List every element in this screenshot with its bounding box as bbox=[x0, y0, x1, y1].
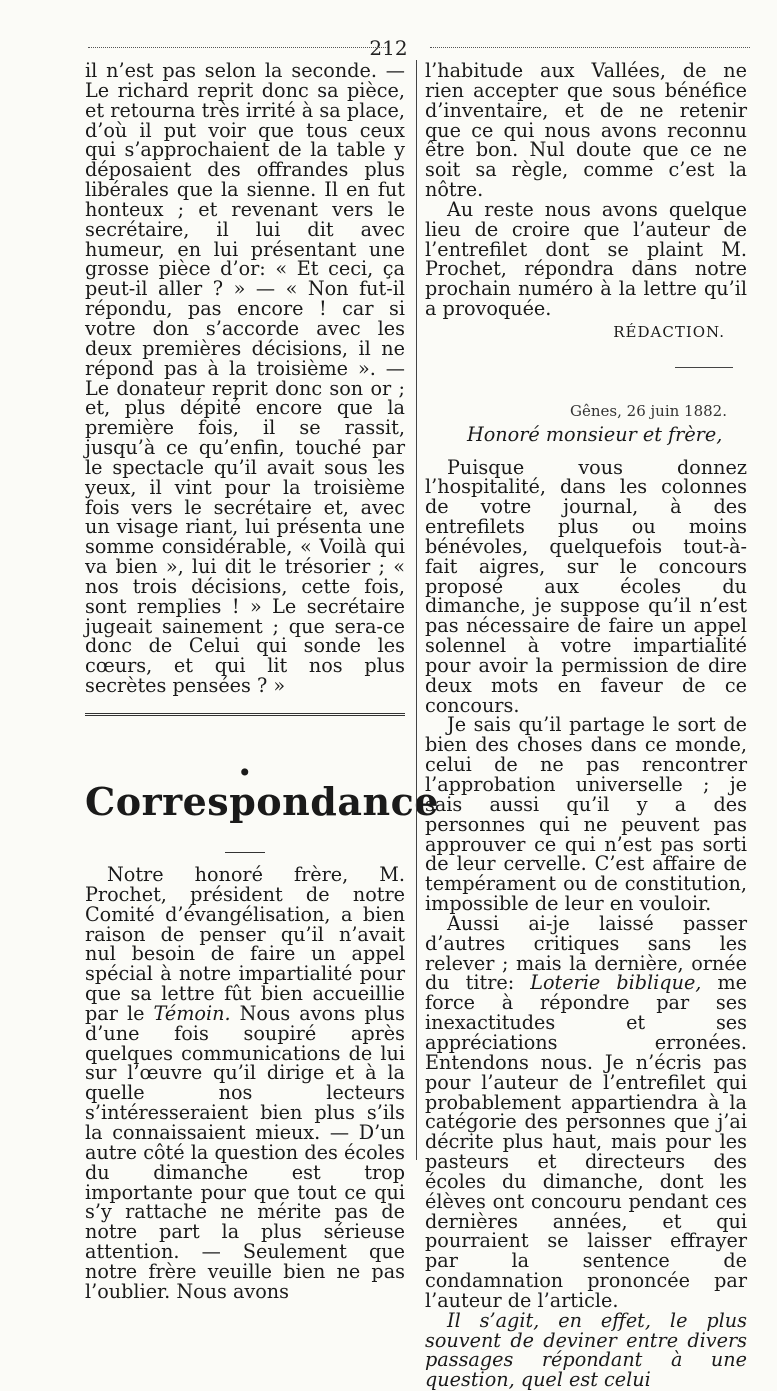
column-divider bbox=[416, 60, 417, 1160]
right-paragraph-6 bbox=[425, 1308, 747, 1391]
right-paragraph-5b: me force à répondre par ses inexactitudes et ses appréciations erronées. Entendons nous. Je n’écris pas pour l’auteur de l’entrefilet qui probablement appartiendra à la catégorie des personnes que j’ai décrite plus haut, mais pour les pasteurs et directeurs des écoles du dimanche, dont les élèves ont concouru pendant ces dernières années, et qui pourraient se laisser effrayer par la sentence de condamnation prononcée par l’auteur de l’article. bbox=[425, 971, 747, 1312]
left-paragraph-2a: Notre honoré frère, M. Prochet, président de notre Comité d’évangélisation, a bien raison de penser qu’il n’avait nul besoin de faire un appel spécial à notre impartialité pour que sa lettre fût bien accueillie par le bbox=[85, 863, 405, 1025]
signature: RÉDACTION. bbox=[613, 322, 725, 341]
right-paragraph-5 bbox=[425, 911, 747, 1312]
section-title: . Correspondance bbox=[85, 739, 439, 824]
left-paragraph-1: il n’est pas selon la seconde. — Le richard reprit donc sa pièce, et retourna très irrité à sa place, d’où il put voir que tous ceux qui s’approchaient de la table y déposaient des offrandes plus libérales que la sienne. Il en fut honteux ; et revenant vers le secrétaire, il lui dit avec humeur, en lui présentant une grosse pièce d’or: « Et ceci, ça peut-il aller ? » — « Non fut-il répondu, pas encore ! car si votre don s’accorde avec les deux premières décisions, il ne répond pas à la troisième ». — Le donateur reprit donc son or ; et, plus dépité encore que la première fois, il se rassit, jusqu’à ce qu’enfin, touché par le spectacle qu’il avait sous les yeux, il vint pour la troisième fois vers le secrétaire et, avec un visage riant, lui présenta une somme considérable, « Voilà qui va bien », lui dit le trésorier ; « nos trois décisions, cette fois, sont remplies ! » Le secrétaire jugeait sainement ; que sera-ce donc de Celui qui sonde les cœurs, et qui lit nos plus secrètes pensées ? » bbox=[85, 59, 405, 698]
dateline: Gênes, 26 juin 1882. bbox=[570, 401, 727, 420]
title-rule bbox=[225, 852, 265, 853]
header-rule-right bbox=[430, 47, 750, 48]
left-column bbox=[85, 59, 439, 1303]
right-paragraph-1: l’habitude aux Vallées, de ne rien accepter que sous bénéfice d’inventaire, et de ne retenir que ce qui nous avons reconnu être bon. Nul doute que ce ne soit sa règle, comme c’est la nôtre. bbox=[425, 59, 747, 202]
header-rule-left bbox=[88, 47, 388, 48]
quoted-title: Loterie biblique, bbox=[530, 971, 702, 995]
right-paragraph-2: Au reste nous avons quelque lieu de croire que l’auteur de l’entrefilet dont se plaint M. Prochet, répondra dans notre prochain numéro à la lettre qu’il a provoquée. bbox=[425, 197, 747, 321]
salutation: Honoré monsieur et frère, bbox=[467, 422, 723, 446]
letter-rule bbox=[675, 367, 733, 368]
journal-name: Témoin. bbox=[153, 1001, 231, 1025]
right-paragraph-6-italic: Il s’agit, en effet, le plus souvent de deviner entre divers passages répondant à une question, quel est celui bbox=[425, 1308, 747, 1391]
left-paragraph-2b: Nous avons plus d’une fois soupiré après quelques communications de lui sur l’œuvre qu’il dirige et à la quelle nos lecteurs s’intéresseraient bien plus s’ils la connaissaient mieux. — D’un autre côté la question des écoles du dimanche est trop importante pour que tout ce qui s’y rattache ne mérite pas de notre part la plus sérieuse attention. — Seulement que notre frère veuille bien ne pas l’oublier. Nous avons bbox=[85, 1001, 405, 1303]
right-paragraph-5a: Aussi ai-je laissé passer d’autres critiques sans les relever ; mais la dernière, ornée du titre: bbox=[425, 911, 747, 995]
page-number: 212 bbox=[369, 36, 408, 60]
right-column bbox=[425, 61, 747, 1390]
right-paragraph-4: Je sais qu’il partage le sort de bien des choses dans ce monde, celui de ne pas rencontrer l’approbation universelle ; je sais aussi qu’il y a des personnes qui ne peuvent pas approuver ce qui n’est pas sorti de leur cervelle. C’est affaire de tempérament ou de constitution, impossible de leur en vouloir. bbox=[425, 713, 747, 916]
left-paragraph-2 bbox=[85, 865, 405, 1302]
right-paragraph-3: Puisque vous donnez l’hospitalité, dans les colonnes de votre journal, à des entrefilets plus ou moins bénévoles, quelquefois tout-à-fait aigres, sur le concours proposé aux écoles du dimanche, je suppose qu’il n’est pas nécessaire de faire un appel solennel à votre impartialité pour avoir la permission de dire deux mots en faveur de ce concours. bbox=[425, 455, 747, 717]
section-divider bbox=[85, 713, 405, 716]
